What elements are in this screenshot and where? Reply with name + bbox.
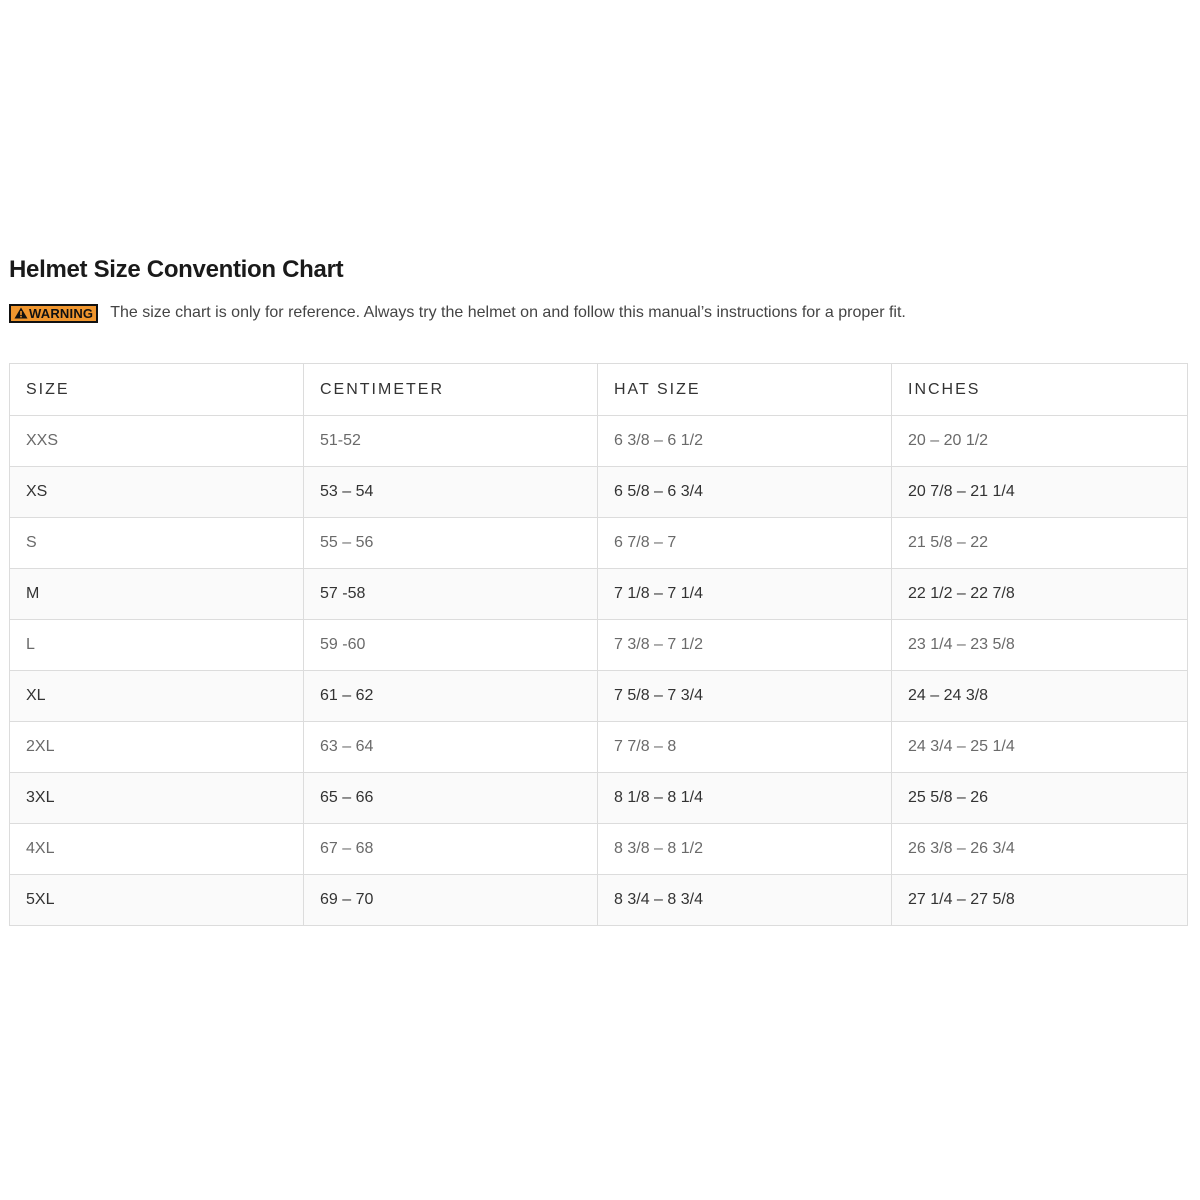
- warning-badge: [9, 304, 98, 323]
- size-cell: 3XL: [10, 773, 304, 824]
- inches-cell: 24 – 24 3/8: [892, 671, 1188, 722]
- inches-cell: 25 5/8 – 26: [892, 773, 1188, 824]
- table-row: [10, 518, 1188, 569]
- inches-cell: 23 1/4 – 23 5/8: [892, 620, 1188, 671]
- header-hat-size: HAT SIZE: [598, 364, 892, 416]
- table-row: [10, 773, 1188, 824]
- table-row: [10, 467, 1188, 518]
- centimeter-cell: 69 – 70: [304, 875, 598, 926]
- size-cell: 5XL: [10, 875, 304, 926]
- size-cell: 4XL: [10, 824, 304, 875]
- table-row: [10, 875, 1188, 926]
- table-row: [10, 569, 1188, 620]
- size-cell: S: [10, 518, 304, 569]
- inches-cell: 27 1/4 – 27 5/8: [892, 875, 1188, 926]
- centimeter-cell: 57 -58: [304, 569, 598, 620]
- size-cell: XS: [10, 467, 304, 518]
- size-chart-table: [9, 363, 1188, 926]
- size-cell: L: [10, 620, 304, 671]
- inches-cell: 26 3/8 – 26 3/4: [892, 824, 1188, 875]
- header-size: SIZE: [10, 364, 304, 416]
- table-row: [10, 620, 1188, 671]
- table-row: [10, 416, 1188, 467]
- centimeter-cell: 59 -60: [304, 620, 598, 671]
- inches-cell: 20 7/8 – 21 1/4: [892, 467, 1188, 518]
- warning-notice: [9, 300, 906, 326]
- size-cell: M: [10, 569, 304, 620]
- hat-size-cell: 7 3/8 – 7 1/2: [598, 620, 892, 671]
- warning-message: The size chart is only for reference. Always try the helmet on and follow this manual’s instructions for a proper fit.: [110, 304, 906, 321]
- hat-size-cell: 8 3/4 – 8 3/4: [598, 875, 892, 926]
- centimeter-cell: 61 – 62: [304, 671, 598, 722]
- hat-size-cell: 8 1/8 – 8 1/4: [598, 773, 892, 824]
- table-row: [10, 722, 1188, 773]
- hat-size-cell: 7 7/8 – 8: [598, 722, 892, 773]
- page-title: Helmet Size Convention Chart: [9, 256, 344, 283]
- header-inches: INCHES: [892, 364, 1188, 416]
- warning-badge-label: WARNING: [29, 305, 94, 321]
- hat-size-cell: 6 7/8 – 7: [598, 518, 892, 569]
- size-cell: XXS: [10, 416, 304, 467]
- hat-size-cell: 7 5/8 – 7 3/4: [598, 671, 892, 722]
- centimeter-cell: 53 – 54: [304, 467, 598, 518]
- inches-cell: 20 – 20 1/2: [892, 416, 1188, 467]
- warning-triangle-icon: [14, 307, 28, 319]
- header-centimeter: CENTIMETER: [304, 364, 598, 416]
- centimeter-cell: 67 – 68: [304, 824, 598, 875]
- table-row: [10, 824, 1188, 875]
- hat-size-cell: 7 1/8 – 7 1/4: [598, 569, 892, 620]
- centimeter-cell: 63 – 64: [304, 722, 598, 773]
- table-header-row: [10, 364, 1188, 416]
- hat-size-cell: 6 3/8 – 6 1/2: [598, 416, 892, 467]
- centimeter-cell: 65 – 66: [304, 773, 598, 824]
- hat-size-cell: 8 3/8 – 8 1/2: [598, 824, 892, 875]
- inches-cell: 21 5/8 – 22: [892, 518, 1188, 569]
- table-row: [10, 671, 1188, 722]
- inches-cell: 22 1/2 – 22 7/8: [892, 569, 1188, 620]
- size-cell: 2XL: [10, 722, 304, 773]
- centimeter-cell: 51-52: [304, 416, 598, 467]
- size-cell: XL: [10, 671, 304, 722]
- hat-size-cell: 6 5/8 – 6 3/4: [598, 467, 892, 518]
- inches-cell: 24 3/4 – 25 1/4: [892, 722, 1188, 773]
- centimeter-cell: 55 – 56: [304, 518, 598, 569]
